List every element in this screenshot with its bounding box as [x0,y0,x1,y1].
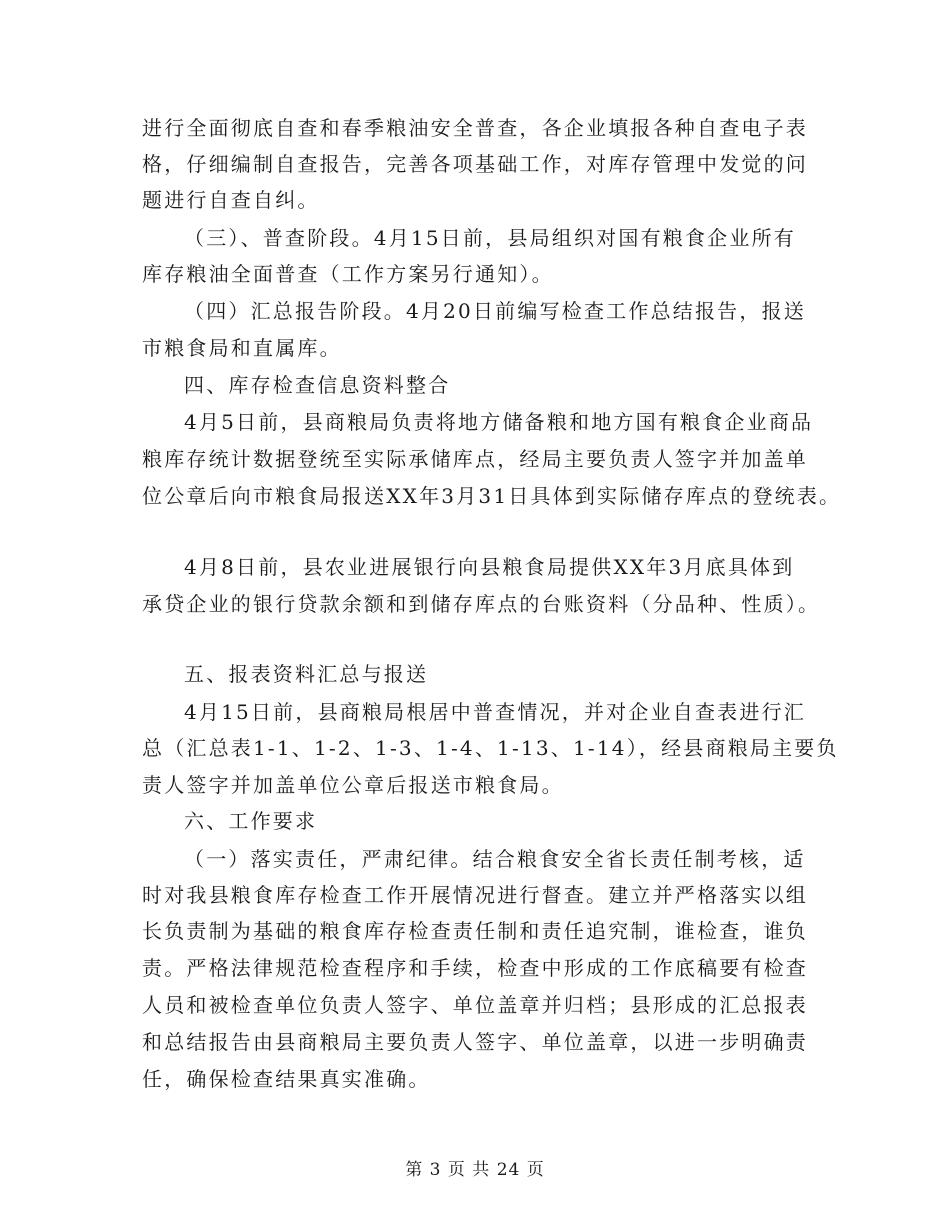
text-line: 总（汇总表1-1、1-2、1-3、1-4、1-13、1-14），经县商粮局主要负 [142,736,839,760]
section-heading: 五、报表资料汇总与报送 [184,662,429,686]
text-line: 库存粮油全面普查（工作方案另行通知）。 [142,262,554,286]
text-line: （三）、普查阶段。4月15日前，县局组织对国有粮食企业所有 [184,226,796,250]
text-line: 题进行自查自纠。 [142,188,320,212]
text-line: 4月15日前，县商粮局根居中普查情况，并对企业自查表进行汇 [184,700,806,724]
section-heading: 四、库存检查信息资料整合 [184,373,451,397]
text-line: 长负责制为基础的粮食库存检查责任制和责任追究制，谁检查，谁负 [142,919,808,943]
text-line: （一）落实责任，严肃纪律。结合粮食安全省长责任制考核，适 [184,847,806,871]
text-line: 和总结报告由县商粮局主要负责人签字、单位盖章，以进一步明确责 [142,1030,808,1054]
section-heading: 六、工作要求 [184,809,318,833]
text-line: 责。严格法律规范检查程序和手续，检查中形成的工作底稿要有检查 [142,956,808,980]
text-line: 格，仔细编制自查报告，完善各项基础工作，对库存管理中发觉的问 [142,152,808,176]
text-line: 4月8日前，县农业进展银行向县粮食局提供XX年3月底具体到 [184,555,795,579]
text-line: 时对我县粮食库存检查工作开展情况进行督查。建立并严格落实以组 [142,883,808,907]
text-line: 4月5日前，县商粮局负责将地方储备粮和地方国有粮食企业商品 [184,410,814,434]
page-number-footer: 第 3 页 共 24 页 [405,1160,545,1180]
text-line: 进行全面彻底自查和春季粮油安全普查，各企业填报各种自查电子表 [142,116,808,140]
text-line: （四）汇总报告阶段。4月20日前编写检查工作总结报告，报送 [184,299,806,323]
text-line: 位公章后向市粮食局报送XX年3月31日具体到实际储存库点的登统表。 [142,484,842,508]
text-line: 任，确保检查结果真实准确。 [142,1067,431,1091]
text-line: 责人签字并加盖单位公章后报送市粮食局。 [142,773,564,797]
text-line: 市粮食局和直属库。 [142,336,342,360]
text-line: 粮库存统计数据登统至实际承储库点，经局主要负责人签字并加盖单 [142,447,808,471]
text-line: 承贷企业的银行贷款余额和到储存库点的台账资料（分品种、性质）。 [142,592,821,616]
text-line: 人员和被检查单位负责人签字、单位盖章并归档；县形成的汇总报表 [142,993,808,1017]
